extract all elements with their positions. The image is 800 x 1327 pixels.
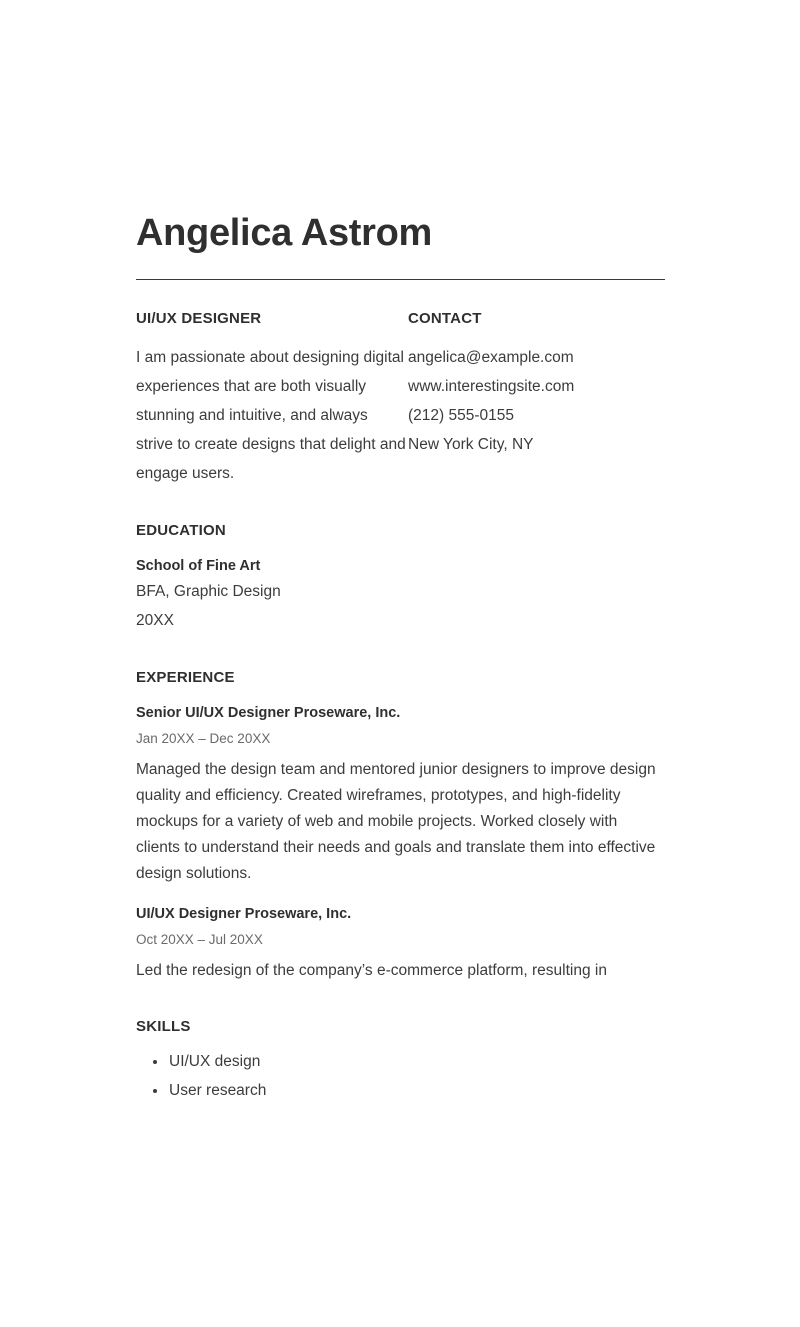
contact-list xyxy=(408,343,665,459)
education-degree: BFA, Graphic Design xyxy=(136,583,281,601)
contact-phone: (212) 555-0155 xyxy=(408,406,514,424)
experience-job-description: Led the redesign of the company’s e-commerce platform, resulting in xyxy=(136,961,607,979)
education-section xyxy=(136,522,665,636)
experience-job-title: UI/UX Designer Proseware, Inc. xyxy=(136,906,352,923)
contact-email: angelica@example.com xyxy=(408,348,574,366)
section-heading-skills: SKILLS xyxy=(136,1017,191,1035)
contact-website: www.interestingsite.com xyxy=(408,377,575,395)
section-heading-role: UI/UX DESIGNER xyxy=(136,309,262,327)
education-entry xyxy=(136,556,665,636)
experience-entry xyxy=(136,703,665,887)
section-heading-contact: CONTACT xyxy=(408,309,482,327)
contact-column xyxy=(408,310,665,459)
professional-summary: I am passionate about designing digital experiences that are both visually stunning and intuitive, and always strive to create designs that delight and engage users. xyxy=(136,348,406,482)
header-divider xyxy=(136,279,665,280)
experience-job-description: Managed the design team and mentored junior designers to improve design quality and efficiency. Created wireframes, prototypes, and high-fidelity mockups for a variety of web and mobile projects. Worked closely with clients to understand their needs and goals and translate them into effective design solutions. xyxy=(136,761,656,883)
section-heading-education: EDUCATION xyxy=(136,521,226,539)
experience-job-date: Jan 20XX – Dec 20XX xyxy=(136,731,271,747)
role-column xyxy=(136,310,408,488)
list-item: User research xyxy=(153,1076,665,1105)
experience-section xyxy=(136,669,665,984)
skills-list xyxy=(136,1047,665,1105)
section-heading-experience: EXPERIENCE xyxy=(136,669,235,687)
contact-location: New York City, NY xyxy=(408,435,534,453)
skills-section xyxy=(136,1018,665,1105)
education-year: 20XX xyxy=(136,612,174,630)
experience-entry xyxy=(136,904,665,984)
experience-job-date: Oct 20XX – Jul 20XX xyxy=(136,931,263,947)
intro-columns xyxy=(136,310,665,488)
resume-content xyxy=(136,212,665,1105)
education-school: School of Fine Art xyxy=(136,557,261,574)
list-item: UI/UX design xyxy=(153,1047,665,1076)
experience-job-title: Senior UI/UX Designer Proseware, Inc. xyxy=(136,705,401,722)
page-title: Angelica Astrom xyxy=(136,212,433,254)
